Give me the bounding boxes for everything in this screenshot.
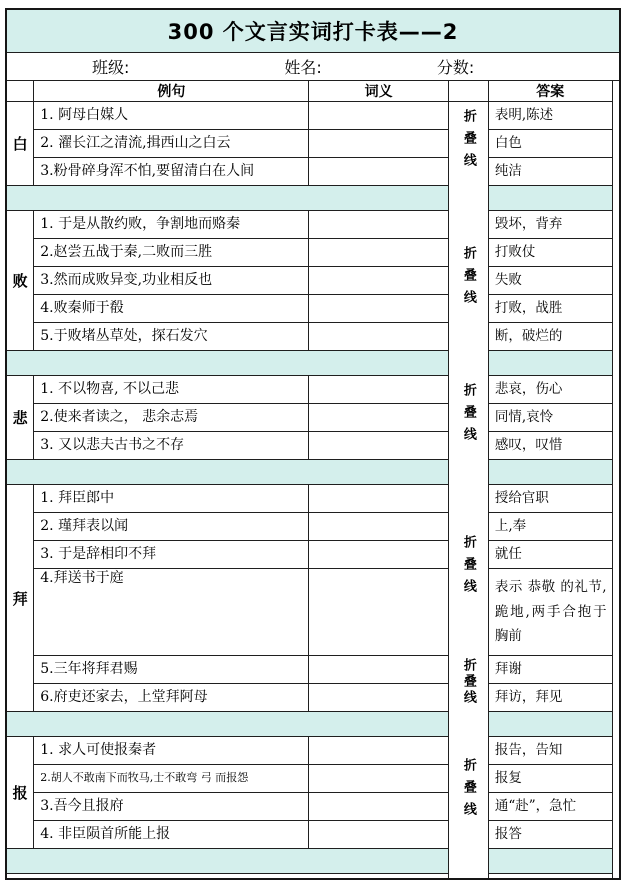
- answer-cell: 报答: [488, 821, 612, 849]
- col-header-answer: 答案: [488, 81, 612, 102]
- answer-cell: 表明,陈述: [488, 102, 612, 130]
- edge-strip: [612, 102, 620, 130]
- example-cell: 4.拜送书于庭: [34, 569, 309, 656]
- edge-strip: [612, 351, 620, 376]
- meaning-blank-cell: [309, 102, 448, 130]
- meaning-blank-cell: [309, 821, 448, 849]
- fold-line-label: 折叠线: [460, 382, 476, 449]
- fold-line-cell: [448, 351, 488, 376]
- partial-row: [488, 874, 612, 880]
- answer-cell: 报告，告知: [488, 737, 612, 765]
- fold-line-label: 折叠线: [460, 657, 476, 706]
- example-cell: 1. 于是从散约败，争割地而赂秦: [34, 211, 309, 239]
- edge-strip: [612, 485, 620, 513]
- answer-cell: 毁坏，背弃: [488, 211, 612, 239]
- edge-strip: [612, 404, 620, 432]
- meaning-blank-cell: [309, 211, 448, 239]
- fold-line-cell: [448, 656, 488, 712]
- fold-line-label: 折叠线: [460, 757, 476, 824]
- example-cell: 3.吾今且报府: [34, 793, 309, 821]
- fold-header-cell: [448, 81, 488, 102]
- fold-line-cell: [448, 874, 488, 880]
- edge-strip: [612, 765, 620, 793]
- edge-strip: [612, 821, 620, 849]
- answer-cell: 同情,哀怜: [488, 404, 612, 432]
- section-separator: [488, 460, 612, 485]
- score-label: 分数:: [436, 58, 475, 77]
- partial-row: [6, 874, 448, 880]
- example-cell: 3.粉骨碎身浑不怕,要留清白在人间: [34, 158, 309, 186]
- meaning-blank-cell: [309, 130, 448, 158]
- meaning-blank-cell: [309, 684, 448, 712]
- edge-strip: [612, 874, 620, 880]
- fold-line-label: 折叠线: [460, 535, 476, 601]
- answer-cell: 拜访，拜见: [488, 684, 612, 712]
- section-separator: [6, 186, 448, 211]
- edge-strip: [612, 323, 620, 351]
- class-label: 班级:: [92, 58, 130, 77]
- example-cell: 1. 求人可使报秦者: [34, 737, 309, 765]
- section-separator: [488, 849, 612, 874]
- edge-strip: [612, 712, 620, 737]
- edge-strip: [612, 737, 620, 765]
- answer-cell: 断，破烂的: [488, 323, 612, 351]
- meaning-blank-cell: [309, 267, 448, 295]
- meaning-blank-cell: [309, 485, 448, 513]
- fold-line-cell: [448, 376, 488, 460]
- edge-strip: [612, 793, 620, 821]
- example-cell: 1. 拜臣郎中: [34, 485, 309, 513]
- answer-cell: 报复: [488, 765, 612, 793]
- edge-strip: [612, 460, 620, 485]
- answer-cell: 失败: [488, 267, 612, 295]
- example-cell: 2. 濯长江之清流,揖西山之白云: [34, 130, 309, 158]
- fold-line-label: 折叠线: [460, 108, 476, 175]
- col-header-meaning: 词义: [309, 81, 448, 102]
- answer-cell: 白色: [488, 130, 612, 158]
- example-cell: 1. 阿母白媒人: [34, 102, 309, 130]
- fold-line-cell: [448, 186, 488, 211]
- edge-strip: [612, 541, 620, 569]
- edge-strip: [612, 211, 620, 239]
- meaning-blank-cell: [309, 158, 448, 186]
- example-cell: 3. 又以悲夫古书之不存: [34, 432, 309, 460]
- fold-line-cell: [448, 102, 488, 186]
- answer-cell: 感叹，叹惜: [488, 432, 612, 460]
- answer-cell: 打败仗: [488, 239, 612, 267]
- section-separator: [488, 712, 612, 737]
- edge-strip: [612, 513, 620, 541]
- edge-strip: [612, 267, 620, 295]
- example-cell: 2.使来者读之， 悲余志焉: [34, 404, 309, 432]
- section-separator: [6, 712, 448, 737]
- example-cell: 1. 不以物喜, 不以己悲: [34, 376, 309, 404]
- meaning-blank-cell: [309, 323, 448, 351]
- edge-strip: [612, 186, 620, 211]
- section-word-label: 白: [6, 102, 34, 186]
- edge-strip: [612, 684, 620, 712]
- answer-cell: 通“赴”，急忙: [488, 793, 612, 821]
- section-separator: [6, 351, 448, 376]
- checkin-table: [5, 8, 621, 880]
- answer-cell: 打败，战胜: [488, 295, 612, 323]
- meaning-blank-cell: [309, 793, 448, 821]
- example-cell: 2.胡人不敢南下而牧马,士不敢弯 弓 而报怨: [34, 765, 309, 793]
- edge-strip: [612, 295, 620, 323]
- meaning-blank-cell: [309, 239, 448, 267]
- edge-strip: [612, 158, 620, 186]
- meaning-blank-cell: [309, 295, 448, 323]
- meaning-blank-cell: [309, 569, 448, 656]
- answer-cell: 悲哀，伤心: [488, 376, 612, 404]
- example-cell: 3.然而成败异变,功业相反也: [34, 267, 309, 295]
- meaning-blank-cell: [309, 656, 448, 684]
- edge-strip: [612, 656, 620, 684]
- meaning-blank-cell: [309, 513, 448, 541]
- meaning-blank-cell: [309, 541, 448, 569]
- answer-cell: 授给官职: [488, 485, 612, 513]
- corner-cell: [6, 81, 34, 102]
- meaning-blank-cell: [309, 376, 448, 404]
- edge-strip: [612, 849, 620, 874]
- section-separator: [6, 849, 448, 874]
- col-header-example: 例句: [34, 81, 309, 102]
- answer-cell: 上,奉: [488, 513, 612, 541]
- edge-strip: [612, 239, 620, 267]
- answer-cell: 就任: [488, 541, 612, 569]
- example-cell: 4. 非臣陨首所能上报: [34, 821, 309, 849]
- example-cell: 5.三年将拜君赐: [34, 656, 309, 684]
- meaning-blank-cell: [309, 765, 448, 793]
- answer-cell: 拜谢: [488, 656, 612, 684]
- example-cell: 5.于败堵丛草处，探石发穴: [34, 323, 309, 351]
- info-row: [6, 53, 620, 81]
- meaning-blank-cell: [309, 737, 448, 765]
- fold-line-cell: [448, 211, 488, 351]
- example-cell: 2. 瑾拜表以闻: [34, 513, 309, 541]
- fold-line-cell: [448, 849, 488, 874]
- section-word-label: 败: [6, 211, 34, 351]
- page-title: 300 个文言实词打卡表——2: [6, 9, 620, 53]
- section-word-label: 报: [6, 737, 34, 849]
- edge-strip: [612, 376, 620, 404]
- fold-line-label: 折叠线: [460, 245, 476, 312]
- fold-line-cell: [448, 737, 488, 849]
- section-word-label: 悲: [6, 376, 34, 460]
- section-separator: [6, 460, 448, 485]
- answer-cell: 纯洁: [488, 158, 612, 186]
- example-cell: 3. 于是辞相印不拜: [34, 541, 309, 569]
- meaning-blank-cell: [309, 432, 448, 460]
- edge-strip: [612, 81, 620, 102]
- fold-line-cell: [448, 712, 488, 737]
- edge-strip: [612, 569, 620, 656]
- edge-strip: [612, 432, 620, 460]
- example-cell: 2.赵尝五战于秦,二败而三胜: [34, 239, 309, 267]
- name-label: 姓名:: [284, 58, 322, 77]
- example-cell: 6.府吏还家去，上堂拜阿母: [34, 684, 309, 712]
- fold-line-cell: [448, 485, 488, 656]
- section-separator: [488, 351, 612, 376]
- example-cell: 4.败秦师于殽: [34, 295, 309, 323]
- section-word-label: 拜: [6, 485, 34, 712]
- meaning-blank-cell: [309, 404, 448, 432]
- edge-strip: [612, 130, 620, 158]
- section-separator: [488, 186, 612, 211]
- answer-cell: 表示 恭敬 的礼节,跪地,两手合抱于胸前: [488, 569, 612, 656]
- fold-line-cell: [448, 460, 488, 485]
